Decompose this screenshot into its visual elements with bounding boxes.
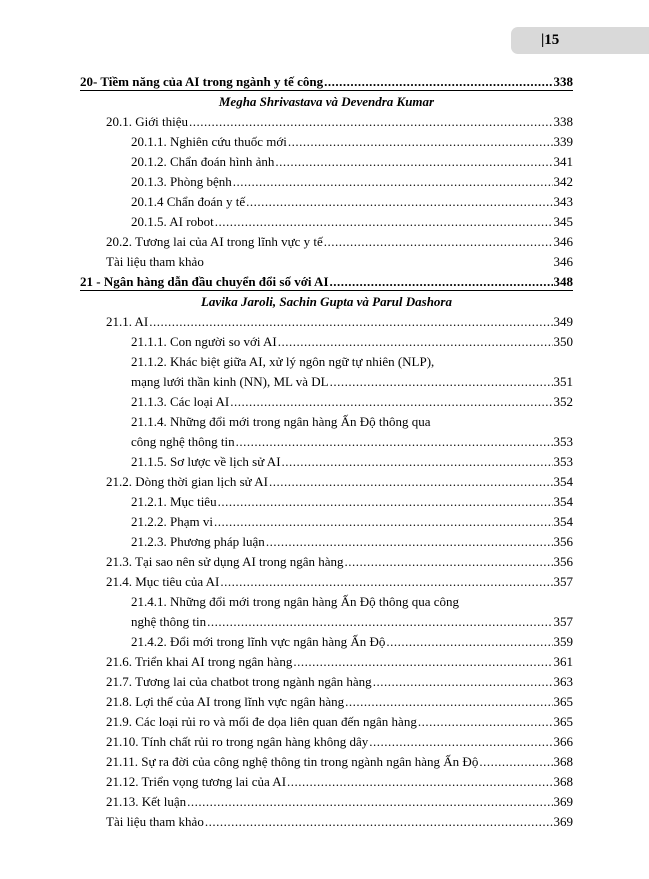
toc-entry-title: 21.6. Triển khai AI trong ngân hàng — [106, 654, 293, 669]
toc-leader-dots — [345, 554, 553, 570]
toc-entry-title: 21.9. Các loại rủi ro và mối đe dọa liên quan đến ngân hàng — [106, 714, 417, 729]
toc-entry[interactable] — [131, 454, 573, 470]
toc-entry-title-line1: 21.1.4. Những đổi mới trong ngân hàng Ấn Độ thông qua — [131, 414, 431, 429]
toc-entry-title: 20.1.1. Nghiên cứu thuốc mới — [131, 134, 287, 149]
toc-leader-dots — [205, 814, 553, 830]
toc-entry[interactable] — [131, 374, 573, 390]
toc-page-number: 354 — [553, 494, 573, 509]
toc-leader-dots — [369, 734, 552, 750]
toc-leader-dots — [418, 714, 553, 730]
toc-leader-dots — [236, 434, 553, 450]
toc-leader-dots — [324, 234, 553, 250]
toc-page-number: 369 — [553, 814, 573, 829]
toc-chapter-authors: Megha Shrivastava và Devendra Kumar — [218, 94, 435, 109]
toc-leader-dots — [230, 394, 552, 410]
page-number-tab — [511, 27, 649, 54]
toc-page-number: 354 — [553, 474, 573, 489]
toc-entry-title: 21.1.1. Con người so với AI — [131, 334, 277, 349]
toc-entry-title: 21.11. Sự ra đời của công nghệ thông tin trong ngành ngân hàng Ấn Độ — [106, 754, 479, 769]
toc-leader-dots — [288, 134, 553, 150]
toc-entry-title: 21.1. AI — [106, 314, 149, 329]
toc-page-number: 350 — [553, 334, 573, 349]
toc-leader-dots — [345, 694, 552, 710]
toc-entry[interactable] — [106, 234, 573, 250]
toc-page-number: 349 — [553, 314, 573, 329]
toc-leader-dots — [187, 794, 552, 810]
toc-leader-dots — [269, 474, 553, 490]
toc-entry-title: công nghệ thông tin — [131, 434, 235, 449]
toc-entry-title: 21.2.3. Phương pháp luận — [131, 534, 265, 549]
toc-entry-title: 21.4. Mục tiêu của AI — [106, 574, 220, 589]
toc-leader-dots — [220, 574, 552, 590]
toc-page-number: 346 — [553, 234, 573, 249]
toc-entry-title: 21.1.5. Sơ lược về lịch sử AI — [131, 454, 281, 469]
toc-entry[interactable] — [106, 734, 573, 750]
toc-leader-dots — [278, 334, 553, 350]
toc-page-number: 359 — [553, 634, 573, 649]
toc-page-number: 353 — [553, 454, 573, 469]
toc-entry[interactable] — [131, 614, 573, 630]
toc-page-number: 363 — [553, 674, 573, 689]
toc-entry-title: 21.3. Tại sao nên sử dụng AI trong ngân hàng — [106, 554, 344, 569]
toc-entry-title: 21.12. Triển vọng tương lai của AI — [106, 774, 287, 789]
toc-entry[interactable] — [106, 714, 573, 730]
toc-entry[interactable] — [131, 494, 573, 510]
toc-page-number: 348 — [553, 274, 573, 289]
toc-entry[interactable] — [131, 214, 573, 230]
toc-leader-dots — [324, 74, 552, 90]
toc-page-number: 343 — [553, 194, 573, 209]
toc-entry[interactable] — [106, 254, 573, 270]
toc-chapter-title: 21 - Ngân hàng dẫn đầu chuyển đổi số với AI — [80, 274, 329, 289]
toc-entry-title: 20.1.3. Phòng bệnh — [131, 174, 232, 189]
toc-chapter-title: 20- Tiềm năng của AI trong ngành y tế công — [80, 74, 324, 89]
toc-entry-title: 21.4.2. Đổi mới trong lĩnh vực ngân hàng Ấn Độ — [131, 634, 386, 649]
toc-entry[interactable] — [131, 434, 573, 450]
toc-page-number: 369 — [553, 794, 573, 809]
toc-page-number: 342 — [553, 174, 573, 189]
toc-leader-dots — [214, 514, 553, 530]
toc-leader-dots — [189, 114, 553, 130]
toc-entry[interactable] — [106, 574, 573, 590]
toc-leader-dots — [287, 774, 552, 790]
toc-entry-title: 20.2. Tương lai của AI trong lĩnh vực y tế — [106, 234, 323, 249]
toc-entry-title-line1: 21.4.1. Những đổi mới trong ngân hàng Ấn Độ thông qua công — [131, 594, 460, 609]
toc-entry-title: 20.1. Giới thiệu — [106, 114, 188, 129]
toc-entry[interactable] — [131, 134, 573, 150]
toc-entry-title: mạng lưới thần kinh (NN), ML và DL — [131, 374, 329, 389]
toc-entry[interactable] — [106, 814, 573, 830]
toc-page-number: 368 — [553, 774, 573, 789]
toc-leader-dots — [149, 314, 552, 330]
toc-leader-dots — [373, 674, 553, 690]
toc-entry[interactable] — [106, 754, 573, 770]
toc-entry[interactable] — [131, 174, 573, 190]
toc-chapter-authors: Lavika Jaroli, Sachin Gupta và Parul Dashora — [200, 294, 452, 309]
toc-leader-dots — [233, 174, 553, 190]
toc-page-number: 368 — [553, 754, 573, 769]
toc-entry-title: 21.2. Dòng thời gian lịch sử AI — [106, 474, 268, 489]
toc-page-number: 346 — [553, 254, 573, 269]
toc-leader-dots — [386, 634, 552, 650]
toc-entry-title: 20.1.2. Chẩn đoán hình ảnh — [131, 154, 275, 169]
toc-page-number: 338 — [553, 74, 573, 89]
toc-page-number: 353 — [553, 434, 573, 449]
toc-entry[interactable] — [131, 514, 573, 530]
toc-entry[interactable] — [131, 394, 573, 410]
toc-leader-dots — [218, 494, 553, 510]
toc-entry[interactable] — [106, 774, 573, 790]
toc-page-number: 365 — [553, 714, 573, 729]
toc-entry-title: 21.2.1. Mục tiêu — [131, 494, 217, 509]
toc-leader-dots — [215, 214, 553, 230]
toc-chapter-21[interactable] — [80, 274, 573, 291]
toc-entry-title: 21.13. Kết luận — [106, 794, 187, 809]
toc-entry[interactable] — [106, 794, 573, 810]
toc-entry-title: 20.1.5. AI robot — [131, 214, 214, 229]
toc-entry[interactable] — [106, 654, 573, 670]
toc-page-number: 366 — [553, 734, 573, 749]
toc-entry[interactable] — [106, 114, 573, 130]
toc-entry[interactable] — [131, 534, 573, 550]
toc-page-number: 361 — [553, 654, 573, 669]
toc-entry-title: 21.7. Tương lai của chatbot trong ngành ngân hàng — [106, 674, 372, 689]
toc-page-number: 345 — [553, 214, 573, 229]
toc-entry[interactable] — [131, 154, 573, 170]
toc-entry[interactable] — [106, 694, 573, 710]
toc-page-number: 356 — [553, 534, 573, 549]
toc-entry[interactable] — [106, 474, 573, 490]
toc-leader-dots — [266, 534, 553, 550]
toc-entry[interactable] — [131, 334, 573, 350]
toc-entry-title: Tài liệu tham khảo — [106, 254, 204, 269]
toc-entry-title: 21.2.2. Phạm vi — [131, 514, 213, 529]
toc-page-number: 365 — [553, 694, 573, 709]
toc-entry-title: 21.10. Tính chất rủi ro trong ngân hàng không dây — [106, 734, 369, 749]
toc-entry[interactable] — [106, 674, 573, 690]
toc-entry[interactable] — [131, 194, 573, 210]
toc-entry-title: nghệ thông tin — [131, 614, 207, 629]
toc-leader-dots — [293, 654, 552, 670]
toc-page-number: 354 — [553, 514, 573, 529]
toc-page-number: 339 — [553, 134, 573, 149]
toc-entry[interactable] — [106, 314, 573, 330]
toc-page-number: 352 — [553, 394, 573, 409]
toc-page-number: 341 — [553, 154, 573, 169]
toc-leader-dots — [207, 614, 552, 630]
toc-entry-title: 21.1.3. Các loại AI — [131, 394, 230, 409]
toc-page-number: 351 — [553, 374, 573, 389]
toc-entry-title: 20.1.4 Chẩn đoán y tế — [131, 194, 246, 209]
toc-entry[interactable] — [131, 634, 573, 650]
toc-entry-title-line1: 21.1.2. Khác biệt giữa AI, xử lý ngôn ngữ tự nhiên (NLP), — [131, 354, 435, 369]
toc-leader-dots — [330, 274, 553, 290]
toc-leader-dots — [246, 194, 552, 210]
page-number: |15 — [541, 32, 560, 48]
toc-leader-dots — [330, 374, 553, 390]
toc-leader-dots — [479, 754, 552, 770]
toc-entry[interactable] — [106, 554, 573, 570]
toc-entry-title: 21.8. Lợi thế của AI trong lĩnh vực ngân hàng — [106, 694, 345, 709]
toc-chapter-20[interactable] — [80, 74, 573, 91]
toc-entry-title: Tài liệu tham khảo — [106, 814, 204, 829]
toc-page-number: 357 — [553, 614, 573, 629]
toc-leader-dots — [275, 154, 552, 170]
toc-leader-dots — [282, 454, 553, 470]
toc-page-number: 357 — [553, 574, 573, 589]
toc-page-number: 356 — [553, 554, 573, 569]
toc-page-number: 338 — [553, 114, 573, 129]
